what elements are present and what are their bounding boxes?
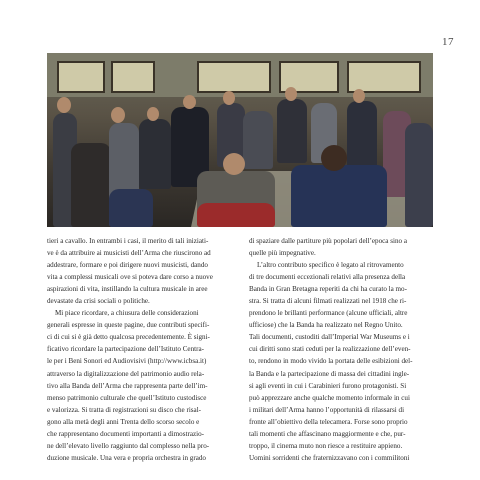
- text-line: Banda in Gran Bretagna reperiti da chi ha curato la mo-: [249, 285, 407, 294]
- head: [223, 153, 245, 175]
- person: [405, 123, 433, 227]
- photo-frame: [111, 61, 155, 93]
- page-number: 17: [442, 36, 454, 48]
- text-line: le per i Beni Sonori ed Audiovisivi (http://www.icbsa.it): [47, 357, 207, 366]
- person: [277, 99, 307, 163]
- text-line: e valorizza. Si tratta di registrazioni su disco che risal-: [47, 405, 202, 414]
- head: [353, 89, 365, 103]
- text-line: Tali documenti, custoditi dall’Imperial War Museums e i: [249, 333, 410, 342]
- left-text-column: [47, 235, 232, 464]
- text-line: di tre documenti eccezionali relativi alla presenza della: [249, 273, 406, 282]
- right-text-column: [249, 235, 434, 464]
- text-line: vita a complessi musicali ove si poteva dare corso a nuove: [47, 273, 213, 282]
- text-line: tali momenti che affascinano maggiormente e che, pur-: [249, 429, 406, 438]
- head: [321, 145, 347, 171]
- person: [139, 119, 171, 189]
- text-line: Mi piace ricordare, a chiusura delle considerazioni: [55, 309, 199, 318]
- text-line: Uomini sorridenti che fraternizzavano con i commilitoni: [249, 453, 410, 462]
- text-line: ci di cui si è già detto qualcosa precedentemente. È signi-: [47, 333, 210, 342]
- text-line: cui diritti sono stati ceduti per la realizzazione dell’even-: [249, 345, 411, 354]
- text-line: prendono le brillanti performance (alcune ufficiali, altre: [249, 309, 408, 318]
- exhibition-photo: [47, 53, 433, 227]
- text-line: ve è da attribuire ai musicisti dell’Arma che riuscirono ad: [47, 249, 211, 258]
- head: [111, 107, 125, 123]
- person-foreground: [291, 165, 387, 227]
- text-line: aspirazioni di vita, instillando la cultura musicale in aree: [47, 285, 208, 294]
- text-line: devastate da crisi sociali o politiche.: [47, 297, 150, 306]
- photo-frame: [197, 61, 271, 93]
- text-line: attraverso la digitalizzazione del patrimonio audio rela-: [47, 369, 205, 378]
- photo-frame: [57, 61, 105, 93]
- text-line: L’altro contributo specifico è legato al ritrovamento: [257, 261, 404, 270]
- text-line: che rappresentano documenti importanti a dimostrazio-: [47, 429, 204, 438]
- text-line: troppo, il cinema muto non riesce a restituire appieno.: [249, 441, 403, 450]
- text-line: la Banda e la partecipazione di massa dei cittadini ingle-: [249, 369, 410, 378]
- text-line: menso patrimonio culturale che quell’Istituto custodisce: [47, 393, 207, 402]
- person: [71, 143, 111, 227]
- text-line: addestrare, formare e poi dirigere nuovi musicisti, dando: [47, 261, 208, 270]
- text-line: ficativo ricordare la partecipazione dell’Istituto Centra-: [47, 345, 204, 354]
- text-line: ne dell’elevato livello raggiunto dal complesso nella pro-: [47, 441, 210, 450]
- person-foreground: [109, 189, 153, 227]
- head: [223, 91, 235, 105]
- text-line: duzione musicale. Una vera e propria orchestra in grado: [47, 453, 206, 462]
- head: [57, 97, 71, 113]
- head: [147, 107, 159, 121]
- text-line: tieri a cavallo. In entrambi i casi, il merito di tali iniziati-: [47, 237, 209, 245]
- head: [285, 87, 297, 101]
- text-line: generali espresse in queste pagine, due contributi specifi-: [47, 321, 210, 330]
- text-line: ufficiose) che la Banda ha realizzato nel Regno Unito.: [249, 321, 403, 330]
- text-line: tivo alla Banda dell’Arma che rappresenta parte dell’im-: [47, 381, 208, 390]
- text-line: può apprezzare anche qualche momento informale in cui: [249, 393, 410, 402]
- person: [243, 111, 273, 169]
- text-line: quelle più impegnative.: [249, 249, 316, 258]
- text-line: si agli eventi in cui i Carabinieri furono protagonisti. Si: [249, 381, 407, 390]
- text-line: to, rendono in modo vivido la portata delle esibizioni del-: [249, 357, 413, 366]
- red-jacket: [197, 203, 275, 227]
- text-line: stra. Si tratta di alcuni filmati realizzati nel 1918 che ri-: [249, 297, 407, 306]
- text-line: fronte all’obiettivo della telecamera. Forse sono proprio: [249, 417, 408, 426]
- head: [183, 95, 196, 109]
- text-line: i militari dell’Arma hanno l’opportunità di rilassarsi di: [249, 405, 405, 414]
- text-line: gono alla metà degli anni Trenta dello scorso secolo e: [47, 417, 200, 426]
- text-line: di spaziare dalle partiture più popolari dell’epoca sino a: [249, 237, 407, 245]
